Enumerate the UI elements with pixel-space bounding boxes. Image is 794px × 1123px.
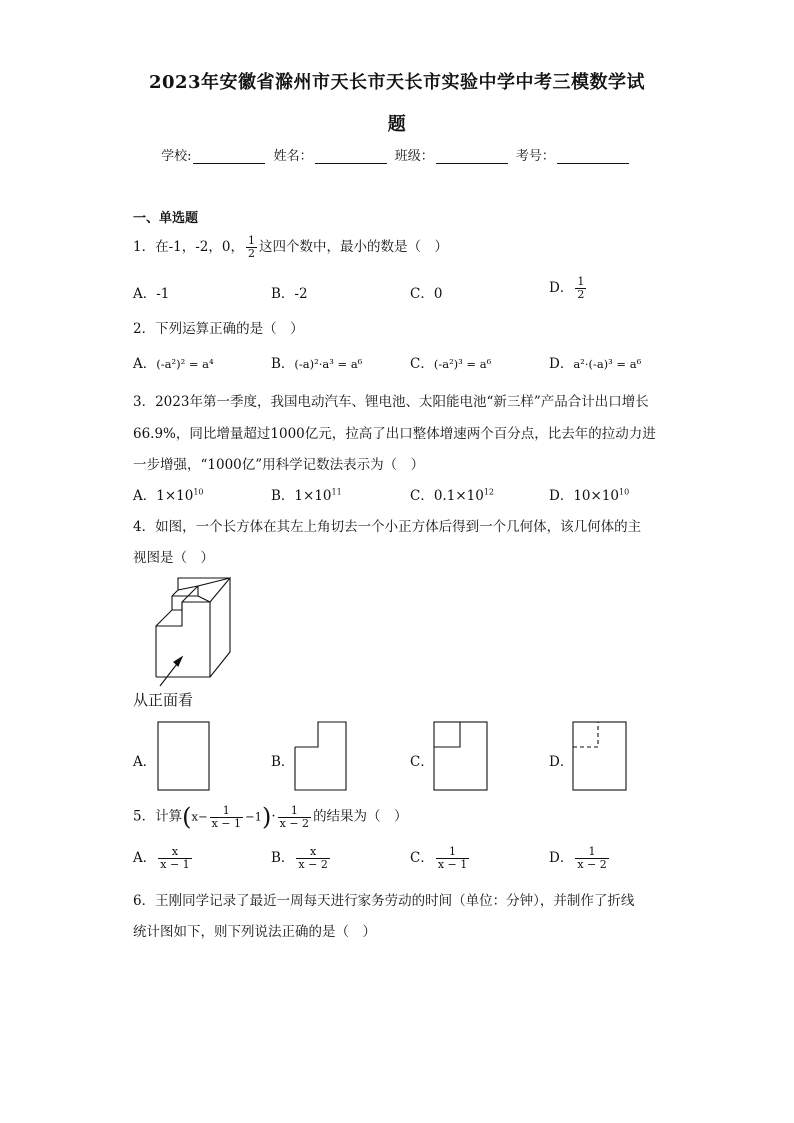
q4-option-a-label[interactable]: A． [133, 754, 157, 770]
q1-option-d[interactable]: D． $\frac{1}{2}$ [549, 275, 585, 301]
school-label: 学校: [161, 149, 192, 164]
q5-option-b[interactable]: B． $\frac{x}{x - 2}$ [271, 845, 328, 871]
q3-line1: 3．2023年第一季度，我国电动汽车、锂电池、太阳能电池“新三样”产品合计出口增长 [133, 394, 649, 410]
q2-option-a[interactable]: A．(-a²)² = a⁴ [133, 356, 214, 372]
q4-option-b-figure[interactable] [294, 721, 348, 793]
q1-option-c[interactable]: C．0 [410, 286, 443, 302]
q4-option-d-figure[interactable] [572, 721, 628, 793]
q4-option-b-label[interactable]: B． [271, 754, 295, 770]
q3-option-d[interactable]: D．$10\times 10^{10}$ [549, 487, 630, 504]
q1-stem-b: 这四个数中，最小的数是（ ） [258, 239, 448, 255]
q2-option-c[interactable]: C．(-a²)³ = a⁶ [410, 356, 492, 372]
q1-option-b[interactable]: B．-2 [271, 286, 308, 302]
q5-option-a[interactable]: A． $\frac{x}{x - 1}$ [133, 845, 190, 871]
question-1 [133, 235, 448, 260]
q5-option-d[interactable]: D． $\frac{1}{x - 2}$ [549, 845, 607, 871]
page-title-line1: 2023年安徽省滁州市天长市天长市实验中学中考三模数学试 [148, 72, 646, 93]
q1-option-a[interactable]: A．-1 [133, 286, 170, 302]
q4-option-d-label[interactable]: D． [549, 754, 574, 770]
page-title-line2: 题 [387, 114, 407, 135]
question-5: 5．计算(x− $\frac{1}{x - 1}$ −1)· $\frac{1}{x - 2}$ 的结果为（ ） [133, 803, 408, 831]
name-label: 姓名： [273, 149, 313, 164]
cuboid-cut-figure [150, 572, 240, 690]
student-info-row [0, 145, 794, 164]
q3-option-b[interactable]: B．$1\times 10^{11}$ [271, 487, 342, 504]
class-blank[interactable] [436, 149, 508, 164]
q5-option-c[interactable]: C． $\frac{1}{x - 1}$ [410, 845, 468, 871]
q6-line1: 6．王刚同学记录了最近一周每天进行家务劳动的时间（单位：分钟），并制作了折线 [133, 893, 635, 909]
school-blank[interactable] [193, 149, 265, 164]
q2-option-b[interactable]: B．(-a)²·a³ = a⁶ [271, 356, 363, 372]
q4-line1: 4．如图，一个长方体在其左上角切去一个小正方体后得到一个几何体，该几何体的主 [133, 519, 642, 535]
class-label: 班级： [394, 149, 434, 164]
exam-no-blank[interactable] [557, 149, 629, 164]
q1-fraction: $\frac{1}{2}$ [247, 234, 255, 260]
q3-option-c[interactable]: C．$0.1\times 10^{12}$ [410, 487, 494, 504]
exam-no-label: 考号： [515, 149, 555, 164]
q4-line2: 视图是（ ） [133, 550, 214, 566]
q2-stem: 2．下列运算正确的是（ ） [133, 321, 304, 337]
q2-option-d[interactable]: D．a²·(-a)³ = a⁶ [549, 356, 642, 372]
name-blank[interactable] [315, 149, 387, 164]
q1-stem-a: 1．在-1，-2，0， [133, 239, 244, 255]
q3-line2: 66.9%，同比增量超过1000亿元，拉高了出口整体增速两个百分点，比去年的拉动力进 [133, 426, 656, 442]
q3-option-a[interactable]: A．$1\times 10^{10}$ [133, 487, 204, 504]
q4-option-c-label[interactable]: C． [410, 754, 434, 770]
section-title: 一、单选题 [133, 211, 199, 226]
view-direction-caption: 从正面看 [133, 691, 194, 709]
q4-option-c-figure[interactable] [433, 721, 489, 793]
q3-line3: 一步增强，“1000亿”用科学记数法表示为（ ） [133, 457, 425, 473]
q6-line2: 统计图如下，则下列说法正确的是（ ） [133, 924, 376, 940]
q4-option-a-figure[interactable] [157, 721, 211, 793]
